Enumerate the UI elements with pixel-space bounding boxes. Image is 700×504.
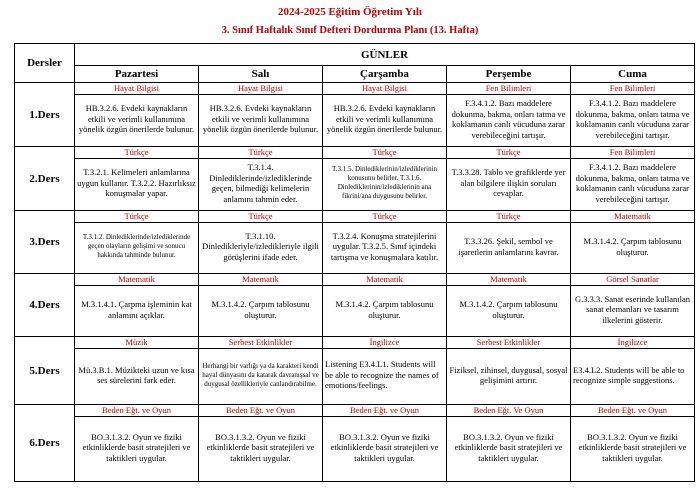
objective-text-content: T.3.2.4. Konuşma stratejilerini uygular. T.3.2.5. Sınıf içindeki tartışma ve konuşmalara katılır.: [330, 230, 439, 262]
lesson-cell: [323, 83, 447, 147]
subject-name: Türkçe: [323, 211, 446, 223]
objective-text: [75, 159, 198, 207]
dersler-header: Dersler: [15, 44, 75, 83]
lesson-cell: [323, 147, 447, 211]
lesson-rows: [15, 83, 695, 482]
lesson-cell: [447, 211, 571, 274]
objective-text-content: F.3.4.1.2. Bazı maddelere dokunma, bakma, onları tatma ve koklamanın canlı vücuduna zarar verebileceğini tartışır.: [575, 162, 690, 204]
objective-text: [199, 223, 322, 270]
lesson-cell: [447, 405, 571, 482]
objective-text: [323, 349, 446, 401]
objective-text-content: BO.3.1.3.2. Oyun ve fiziki etkinliklerde basit stratejileri ve taktikleri uygular.: [454, 431, 563, 463]
lesson-label: 6.Ders: [15, 405, 75, 482]
subject-name: Hayat Bilgisi: [75, 83, 198, 95]
objective-text-content: M.3.1.4.2. Çarpım tablosunu oluşturur.: [583, 236, 682, 257]
objective-text-content: F.3.4.1.2. Bazı maddelere dokunma, bakma, onları tatma ve koklamanın canlı vücuduna zarar verebileceğini tartışır.: [575, 98, 690, 140]
objective-text: [323, 159, 446, 207]
lesson-cell: [571, 147, 695, 211]
lesson-cell: [75, 211, 199, 274]
subject-name: Müzik: [75, 337, 198, 349]
subject-name: Beden Eğt. ve Oyun: [571, 405, 694, 417]
objective-text-content: T.3.3.28. Tablo ve grafiklerde yer alan bilgilere ilişkin soruları cevaplar.: [451, 167, 566, 199]
subject-name: Türkçe: [75, 211, 198, 223]
objective-text-content: Fiziksel, zihinsel, duygusal, sosyal gelişimini artırır.: [449, 364, 568, 385]
lesson-cell: [199, 83, 323, 147]
subject-name: Hayat Bilgisi: [199, 83, 322, 95]
objective-text: [323, 286, 446, 333]
objective-text: [323, 95, 446, 143]
lesson-row: [15, 405, 695, 482]
day-header-tuesday: Salı: [199, 66, 323, 83]
subject-name: Beden Eğt. ve Oyun: [199, 405, 322, 417]
document-subtitle: 3. Sınıf Haftalık Sınıf Defteri Dordurma Planı (13. Hafta): [221, 25, 479, 36]
subject-name: İngilizce: [571, 337, 694, 349]
subject-name: Fen Bilimleri: [571, 83, 694, 95]
objective-text: [571, 286, 694, 333]
subject-name: Türkçe: [323, 147, 446, 159]
objective-text: [199, 349, 322, 401]
lesson-cell: [571, 337, 695, 405]
objective-text: [447, 159, 570, 207]
lesson-cell: [199, 405, 323, 482]
weekly-plan-table: [14, 43, 695, 482]
objective-text-content: BO.3.1.3.2. Oyun ve fiziki etkinliklerde basit stratejileri ve taktikleri uygular.: [330, 431, 439, 463]
objective-text: [571, 349, 694, 401]
objective-text-content: Listening E3.4.L1. Students will be able to recognize the names of emotions/feelings.: [325, 359, 439, 391]
objective-text-content: T.3.3.26. Şekil, sembol ve işaretlerin anlamlarını kavrar.: [458, 236, 559, 257]
objective-text-content: HB.3.2.6. Evdeki kaynakların etkili ve verimli kullanımına yönelik özgün önerilerde bulunur.: [326, 103, 443, 135]
lesson-label: 1.Ders: [15, 83, 75, 147]
lesson-cell: [75, 147, 199, 211]
subject-name: Matematik: [75, 274, 198, 286]
lesson-cell: [571, 405, 695, 482]
objective-text-content: Mü.3.B.1. Müzikteki uzun ve kısa ses sürelerini fark eder.: [78, 364, 195, 385]
lesson-cell: [571, 83, 695, 147]
objective-text: [75, 286, 198, 333]
subject-name: Matematik: [447, 274, 570, 286]
objective-text-content: T.3.1.10. Dinledikleriyle/izledikleriyle ilgili görüşlerini ifade eder.: [202, 230, 319, 262]
lesson-cell: [199, 274, 323, 337]
objective-text-content: M.3.1.4.2. Çarpım tablosunu oluşturur.: [459, 299, 558, 320]
objective-text-content: HB.3.2.6. Evdeki kaynakların etkili ve verimli kullanımına yönelik özgün önerilerde bulunur.: [202, 103, 319, 135]
objective-text: [571, 417, 694, 478]
lesson-cell: [323, 405, 447, 482]
objective-text: [571, 223, 694, 270]
subject-name: Türkçe: [199, 211, 322, 223]
lesson-label: 2.Ders: [15, 147, 75, 211]
lesson-row: [15, 147, 695, 211]
objective-text-content: M.3.1.4.1. Çarpma işleminin kat anlamını açıklar.: [81, 299, 192, 320]
objective-text-content: BO.3.1.3.2. Oyun ve fiziki etkinliklerde basit stratejileri ve taktikleri uygular.: [82, 431, 191, 463]
subject-name: Hayat Bilgisi: [323, 83, 446, 95]
lesson-cell: [571, 211, 695, 274]
objective-text: [447, 417, 570, 478]
subject-name: Beden Eğt. ve Oyun: [75, 405, 198, 417]
lesson-row: [15, 83, 695, 147]
subject-name: Serbest Etkinlikler: [199, 337, 322, 349]
objective-text: [75, 349, 198, 401]
lesson-row: [15, 211, 695, 274]
objective-text: [447, 286, 570, 333]
lesson-cell: [571, 274, 695, 337]
lesson-cell: [323, 337, 447, 405]
document-title: 2024-2025 Eğitim Öğretim Yılı: [278, 6, 422, 18]
day-header-friday: Cuma: [571, 66, 695, 83]
objective-text-content: BO.3.1.3.2. Oyun ve fiziki etkinliklerde basit stratejileri ve taktikleri uygular.: [206, 431, 315, 463]
lesson-row: [15, 337, 695, 405]
day-header-monday: Pazartesi: [75, 66, 199, 83]
objective-text: [75, 95, 198, 143]
objective-text-content: M.3.1.4.2. Çarpım tablosunu oluşturur.: [335, 299, 434, 320]
objective-text-content: T.3.2.1. Kelimeleri anlamlarına uygun kullanır. T.3.2.2. Hazırlıksız konuşmalar yapar.: [77, 167, 196, 199]
subject-name: Matematik: [199, 274, 322, 286]
lesson-cell: [447, 337, 571, 405]
objective-text-content: G.3.3.3. Sanat eserinde kullanılan sanat elemanları ve tasarım ilkelerini gösterir.: [575, 293, 690, 325]
subject-name: Görsel Sanatlar: [571, 274, 694, 286]
lesson-label: 5.Ders: [15, 337, 75, 405]
objective-text-content: T.3.1.2. Dinlediklerinde/izlediklerinde geçen olayların gelişimi ve sonucu hakkında tahminde bulunur.: [82, 233, 191, 259]
objective-text: [447, 223, 570, 270]
objective-text-content: BO.3.1.3.2. Oyun ve fiziki etkinliklerde basit stratejileri ve taktikleri uygular.: [578, 431, 687, 463]
lesson-cell: [75, 405, 199, 482]
subject-name: Türkçe: [75, 147, 198, 159]
lesson-cell: [75, 83, 199, 147]
lesson-cell: [323, 211, 447, 274]
lesson-cell: [199, 147, 323, 211]
subject-name: Matematik: [571, 211, 694, 223]
subject-name: İngilizce: [323, 337, 446, 349]
objective-text: [323, 223, 446, 270]
subject-name: Beden Eğt. Ve Oyun: [447, 405, 570, 417]
objective-text: [199, 95, 322, 143]
objective-text: [323, 417, 446, 478]
objective-text-content: T.3.1.4. Dinlediklerinde/izlediklerinde geçen, bilmediği kelimelerin anlamını tahmin eder.: [209, 162, 312, 204]
gunler-header: GÜNLER: [75, 44, 695, 66]
objective-text: [447, 95, 570, 143]
subject-name: Türkçe: [447, 211, 570, 223]
objective-text: [199, 417, 322, 478]
subject-name: Türkçe: [447, 147, 570, 159]
objective-text-content: Herhangi bir varlığı ya da karakteri kendi hayal dünyasını da katarak davranışsal ve duygusal özellikleriyle canlandırabilme.: [202, 361, 319, 388]
objective-text: [75, 223, 198, 270]
objective-text: [571, 95, 694, 143]
objective-text: [75, 417, 198, 478]
subject-name: Türkçe: [199, 147, 322, 159]
lesson-row: [15, 274, 695, 337]
subject-name: Beden Eğt. ve Oyun: [323, 405, 446, 417]
subject-name: Serbest Etkinlikler: [447, 337, 570, 349]
objective-text-content: T.3.1.5. Dinlediklerinin/izlediklerinin konusunu belirler. T.3.1.6. Dinlediklerinin/izlediklerinin ana fikrini/ana duygusunu belirler.: [331, 165, 438, 200]
subject-name: Fen Bilimleri: [571, 147, 694, 159]
lesson-cell: [447, 274, 571, 337]
lesson-cell: [199, 337, 323, 405]
objective-text-content: HB.3.2.6. Evdeki kaynakların etkili ve verimli kullanımına yönelik özgün önerilerde bulunur.: [78, 103, 195, 135]
objective-text: [571, 159, 694, 207]
lesson-cell: [75, 274, 199, 337]
day-header-thursday: Perşembe: [447, 66, 571, 83]
lesson-cell: [323, 274, 447, 337]
objective-text-content: E3.4.L2. Students will be able to recognize simple suggestions.: [573, 364, 685, 385]
lesson-label: 4.Ders: [15, 274, 75, 337]
objective-text: [199, 159, 322, 207]
objective-text-content: M.3.1.4.2. Çarpım tablosunu oluşturur.: [211, 299, 310, 320]
lesson-cell: [75, 337, 199, 405]
day-header-wednesday: Çarşamba: [323, 66, 447, 83]
objective-text: [199, 286, 322, 333]
objective-text: [447, 349, 570, 401]
lesson-cell: [199, 211, 323, 274]
lesson-cell: [447, 147, 571, 211]
subject-name: Matematik: [323, 274, 446, 286]
subject-name: Fen Bilimleri: [447, 83, 570, 95]
lesson-cell: [447, 83, 571, 147]
lesson-label: 3.Ders: [15, 211, 75, 274]
objective-text-content: F.3.4.1.2. Bazı maddelere dokunma, bakma, onları tatma ve koklamanın canlı vücuduna zarar verebileceğini tartışır.: [451, 98, 566, 140]
